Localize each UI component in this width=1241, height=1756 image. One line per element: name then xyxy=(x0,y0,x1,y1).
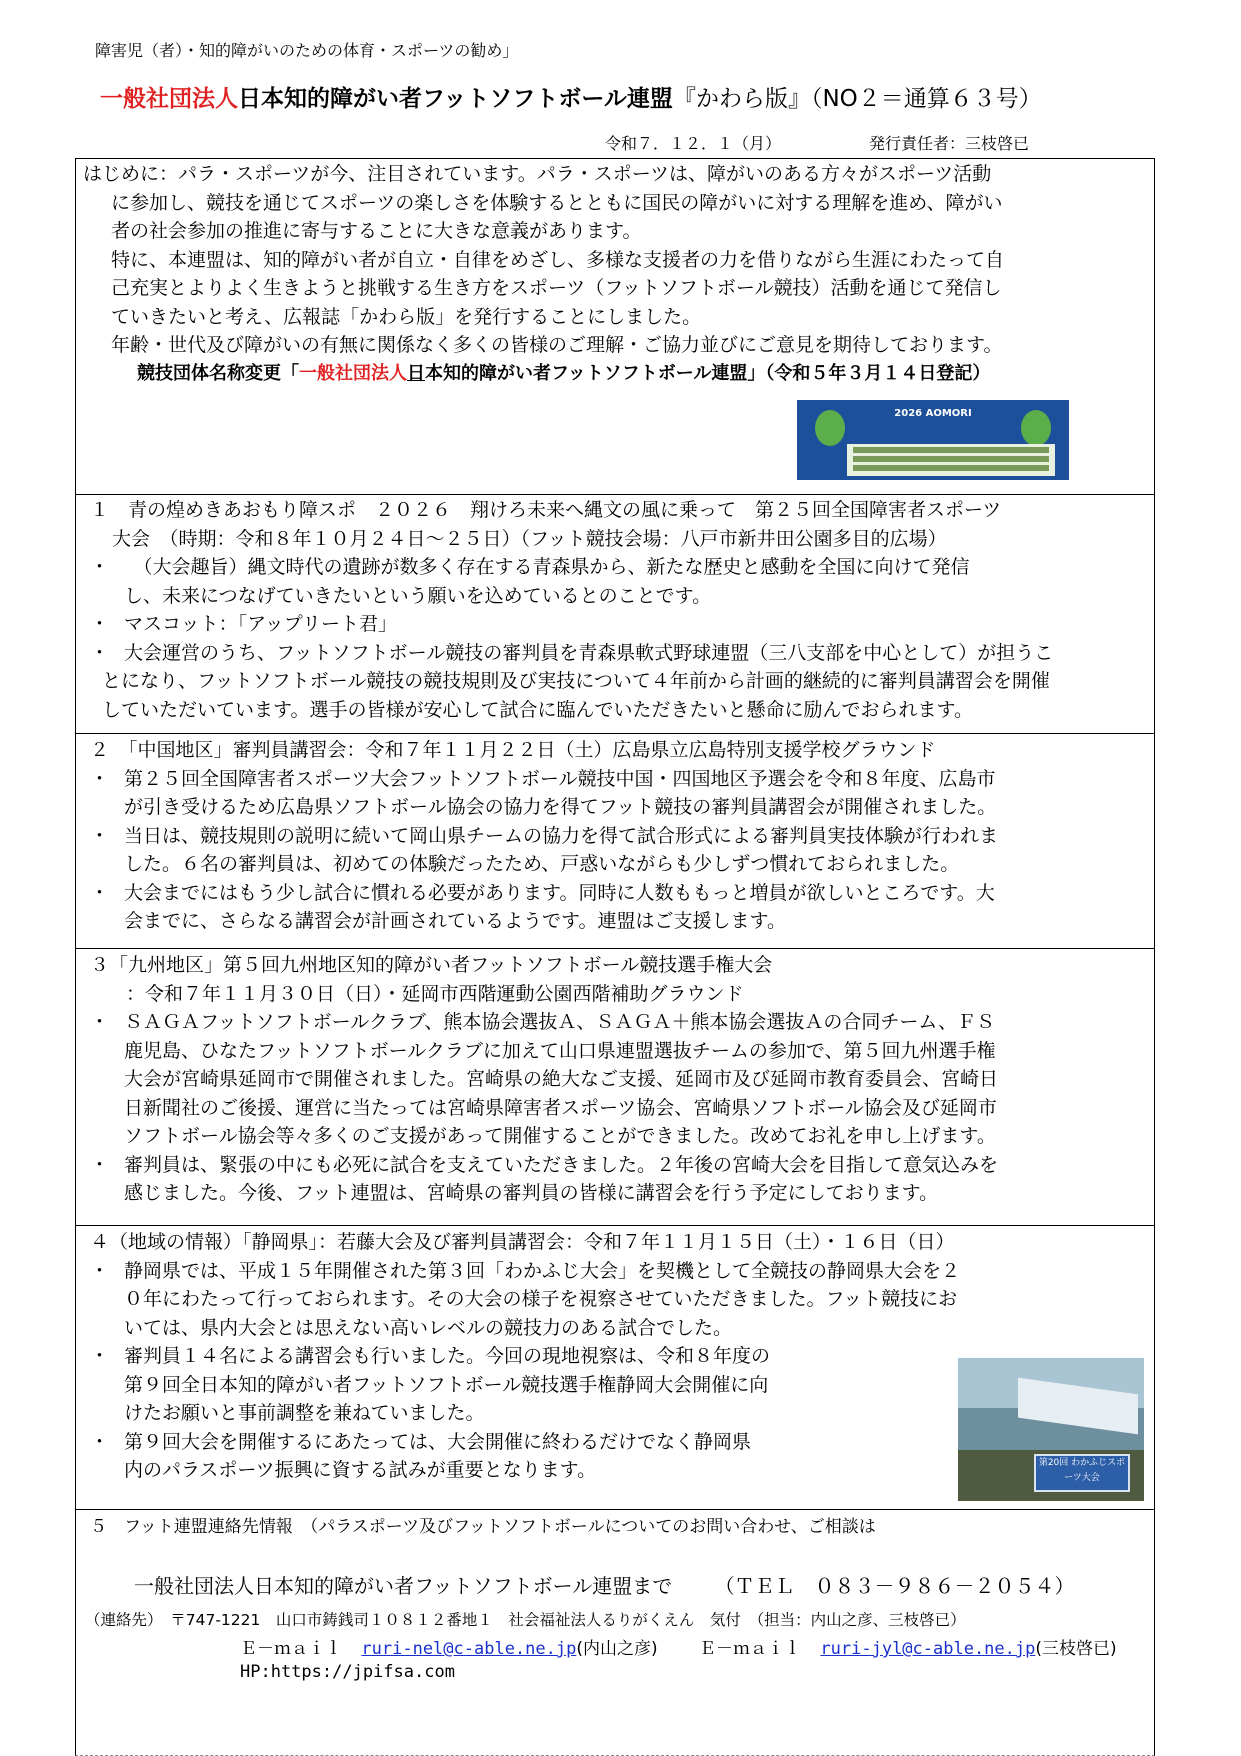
email-link-uchiyama[interactable]: ruri-nel@c-able.ne.jp xyxy=(361,1639,577,1659)
section-1-heading: 大会 （時期：令和８年１０月２４日～２５日）（フット競技会場：八戸市新井田公園多目的広場） xyxy=(112,527,947,550)
contact-emails: Ｅ－ｍａｉｌ ruri-nel@c-able.ne.jp(内山之彦) Ｅ－ｍａｉｌ ruri-jyl@c-able.ne.jp(三枝啓已) xyxy=(240,1639,1117,1659)
intro-text xyxy=(83,160,1148,388)
contact-tel: （ＴＥＬ ０８３－９８６－２０５４） xyxy=(714,1574,1075,1598)
publisher: 発行責任者：三枝啓已 xyxy=(869,134,1030,153)
list-item: ・ 第２５回全国障害者スポーツ大会フットソフトボール競技中国・四国地区予選会を令和８年度、広島市 が引き受けるため広島県ソフトボール協会の協力を得てフット競技の審判員講習会が開催されました。 xyxy=(90,765,1150,822)
section-3-heading: ：令和７年１１月３０日（日）・延岡市西階運動公園西階補助グラウンド xyxy=(126,982,744,1005)
aomori-2026-banner xyxy=(797,400,1069,480)
list-item: ・ 審判員１４名による講習会も行いました。今回の現地視察は、令和８年度の 第９回全日本知的障がい者フットソフトボール競技選手権静岡大会開催に向 けたお願いと事前調整を兼ねていました。 xyxy=(90,1342,1150,1428)
list-item: ・ マスコット：「アップリート君」 xyxy=(90,610,1150,639)
intro-line: に参加し、競技を通じてスポーツの楽しさを体験するとともに国民の障がいに対する理解を進め、障がい xyxy=(111,191,1003,214)
name-change-notice: 競技団体名称変更「一般社団法人日本知的障がい者フットソフトボール連盟」（令和５年３月１４日登記） xyxy=(137,362,991,384)
section-2-heading: ２ 「中国地区」審判員講習会：令和７年１１月２２日（土）広島県立広島特別支援学校グラウンド xyxy=(90,739,936,761)
list-item: ・ 大会までにはもう少し試合に慣れる必要があります。同時に人数ももっと増員が欲しいところです。大 会までに、さらなる講習会が計画されているようです。連盟はご支援します。 xyxy=(90,879,1150,936)
photo-banner-text: 第20回 わかふじスポーツ大会 xyxy=(1034,1454,1130,1492)
email-link-saegusa[interactable]: ruri-jyl@c-able.ne.jp xyxy=(820,1639,1036,1659)
title-org-name: 日本知的障がい者フットソフトボール連盟 xyxy=(238,86,673,112)
section-3-heading: ３「九州地区」第５回九州地区知的障がい者フットソフトボール競技選手権大会 xyxy=(90,954,773,976)
title-org-type: 一般社団法人 xyxy=(100,86,238,112)
title-issue: 『かわら版』（NO２＝通算６３号） xyxy=(672,86,1042,112)
newsletter-title xyxy=(100,80,1042,113)
section-5-box xyxy=(75,1509,1155,1756)
intro-line: 年齢・世代及び障がいの有無に関係なく多くの皆様のご理解・ご協力並びにご意見を期待しております。 xyxy=(111,334,1003,356)
banner-schedule xyxy=(847,444,1055,476)
section-5-heading: ５ フット連盟連絡先情報 （パラスポーツ及びフットソフトボールについてのお問い合わせ、ご相談は xyxy=(90,1517,876,1537)
intro-line: ていきたいと考え、広報誌「かわら版」を発行することにしました。 xyxy=(111,305,702,328)
section-1 xyxy=(90,496,1150,724)
list-item: ・ 審判員は、緊張の中にも必死に試合を支えていただきました。２年後の宮崎大会を目指して意気込みを 感じました。今後、フット連盟は、宮崎県の審判員の皆様に講習会を行う予定にしております。 xyxy=(90,1151,1150,1208)
section-1-heading: １ 青の煌めきあおもり障スポ ２０２６ 翔けろ未来へ縄文の風に乗って 第２５回全国障害者スポーツ xyxy=(90,499,1002,521)
list-item: ・ 大会運営のうち、フットソフトボール競技の審判員を青森県軟式野球連盟（三八支部を中心として）が担うこ とになり、フットソフトボール競技の競技規則及び実技について４年前から計画的継続的に審判員講習会を開催 していただいています。選手の皆様が安心して試合に臨んでいただきたいと懸命に励んでおられます。 xyxy=(90,639,1150,725)
contact-org xyxy=(134,1570,1075,1599)
homepage-link[interactable]: HP:https://jpifsa.com xyxy=(240,1662,455,1682)
banner-logo: 2026 AOMORI xyxy=(894,408,972,419)
intro-line: 己充実とよりよく生きようと挑戦する生き方をスポーツ（フットソフトボール競技）活動を通じて発信し xyxy=(111,277,1002,299)
contact-org-name: 一般社団法人日本知的障がい者フットソフトボール連盟まで xyxy=(134,1574,673,1598)
list-item: ・ 当日は、競技規則の説明に続いて岡山県チームの協力を得て試合形式による審判員実技体験が行われま した。６名の審判員は、初めての体験だったため、戸惑いながらも少しずつ慣れておられました。 xyxy=(90,822,1150,879)
issue-date: 令和７．１２．１（月） xyxy=(605,134,782,153)
intro-line: 者の社会参加の推進に寄与することに大きな意義があります。 xyxy=(111,220,642,242)
list-item: ・ ＳＡＧＡフットソフトボールクラブ、熊本協会選抜Ａ、ＳＡＧＡ＋熊本協会選抜Ａの合同チーム、ＦＳ 鹿児島、ひなたフットソフトボールクラブに加えて山口県連盟選抜チームの参加で、第５回九州選手権 大会が宮崎県延岡市で開催されました。宮崎県の絶大なご支援、延岡市及び延岡市教育委員会、宮崎日 日新聞社のご後援、運営に当たっては宮崎県障害者スポーツ協会、宮崎県ソフトボール協会及び延岡市 ソフトボール協会等々多くのご支援があって開催することができました。改めてお礼を申し上げます。 xyxy=(90,1008,1150,1151)
shizuoka-event-photo xyxy=(958,1358,1144,1501)
list-item: ・ 第９回大会を開催するにあたっては、大会開催に終わるだけでなく静岡県 内のパラスポーツ振興に資する試みが重要となります。 xyxy=(90,1428,1150,1485)
issue-meta xyxy=(605,131,1029,154)
section-2 xyxy=(90,736,1150,936)
section-4-heading: ４（地域の情報）「静岡県」：若藤大会及び審判員講習会：令和７年１１月１５日（土）・１６日（日） xyxy=(90,1231,955,1253)
list-item: ・ （大会趣旨）縄文時代の遺跡が数多く存在する青森県から、新たな歴史と感動を全国に向けて発信 し、未来につなげていきたいという願いを込めているとのことです。 xyxy=(90,553,1150,610)
mascot-icon xyxy=(1021,410,1051,446)
intro-line: 特に、本連盟は、知的障がい者が自立・自律をめざし、多様な支援者の力を借りながら生涯にわたって自 xyxy=(111,248,1005,271)
section-5 xyxy=(90,1513,1150,1542)
contact-address: （連絡先） 〒747-1221 山口市鋳銭司１０８１２番地１ 社会福祉法人るりがくえん 気付 （担当：内山之彦、三枝啓已） xyxy=(85,1611,966,1629)
section-3 xyxy=(90,951,1150,1208)
mascot-icon xyxy=(815,410,845,446)
top-note: 障害児（者）・知的障がいのための体育・スポーツの勧め」 xyxy=(95,41,519,60)
list-item: ・ 静岡県では、平成１５年開催された第３回「わかふじ大会」を契機として全競技の静岡県大会を２ ０年にわたって行っておられます。その大会の様子を視察させていただきました。フット競技にお いては、県内大会とは思えない高いレベルの競技力のある試合でした。 xyxy=(90,1257,1150,1343)
intro-line: はじめに：パラ・スポーツが今、注目されています。パラ・スポーツは、障がいのある方々がスポーツ活動 xyxy=(83,163,992,185)
